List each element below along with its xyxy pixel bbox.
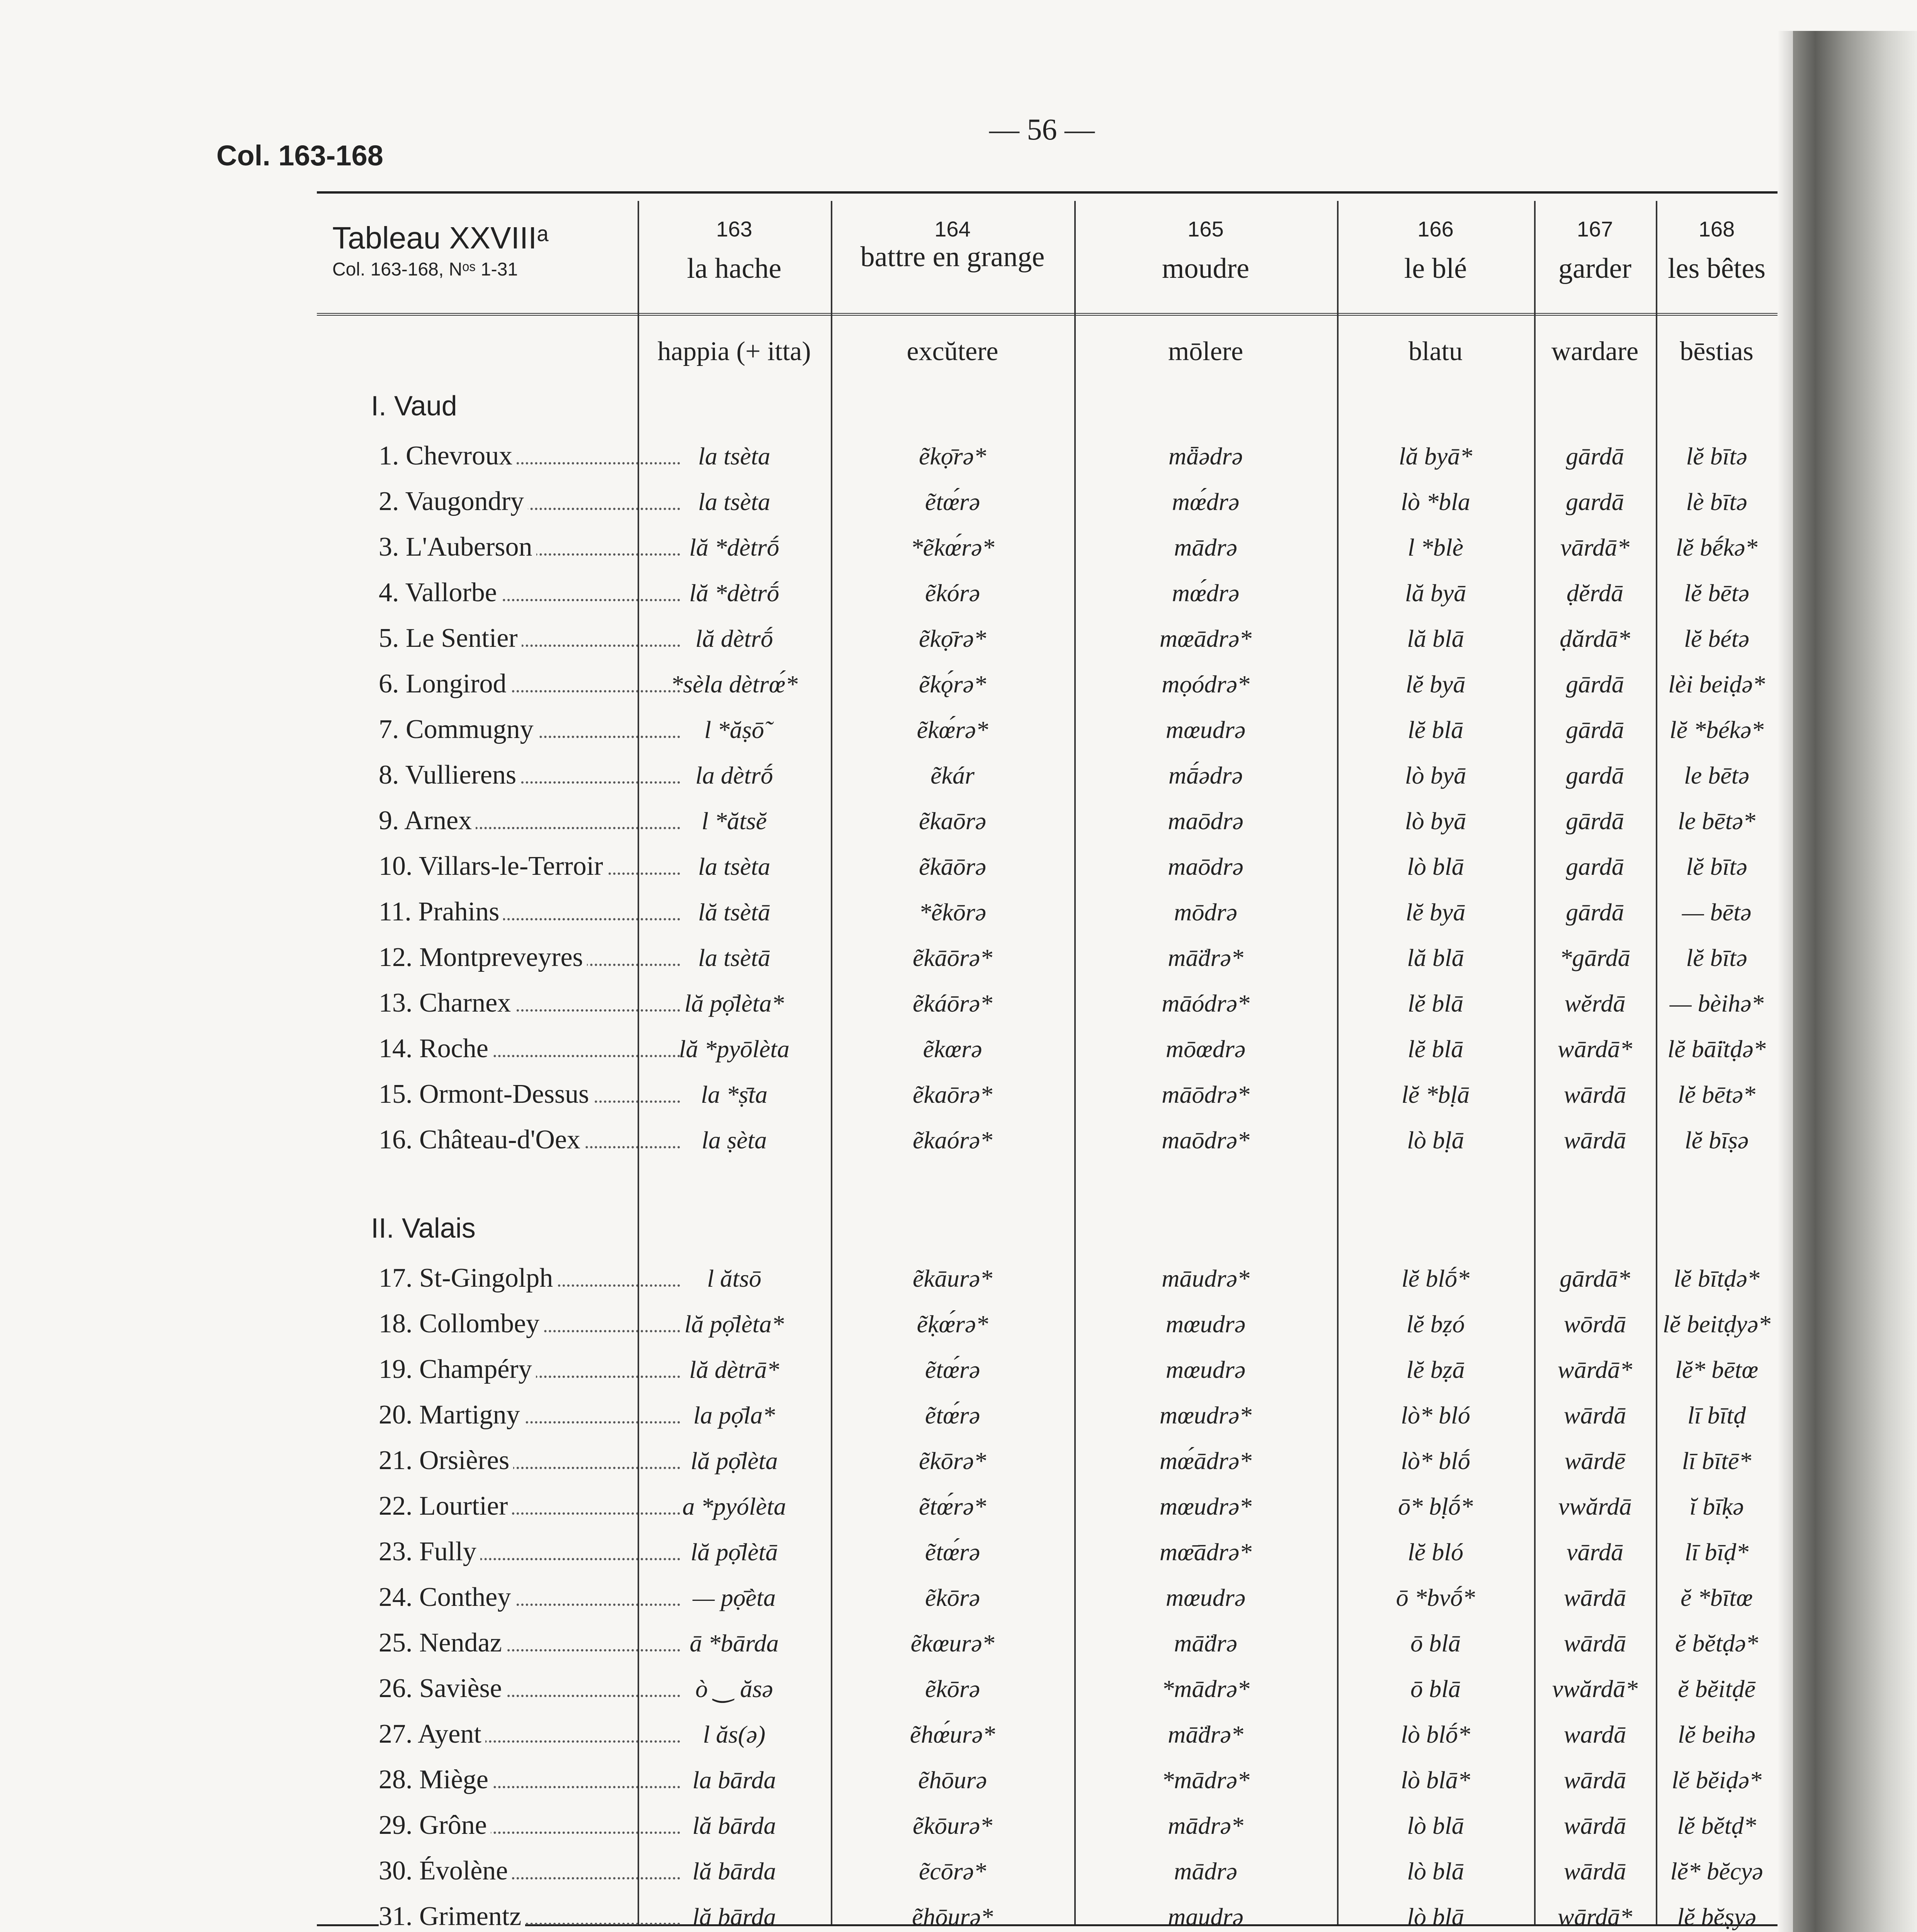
table-cell: lă dètrā*: [689, 1356, 779, 1383]
locality-name: 24. Conthey: [379, 1582, 515, 1612]
table-cell: la bārda: [692, 1766, 776, 1794]
table-cell: lĕ *bḷā: [1402, 1081, 1470, 1108]
locality-label: [379, 1445, 680, 1476]
locality-name: 7. Commugny: [379, 714, 538, 744]
table-cell: wōrdā: [1563, 1310, 1626, 1338]
locality-label: [379, 1263, 680, 1294]
table-cell: ẽkōurə*: [912, 1812, 993, 1839]
column-french-label: le blé: [1404, 253, 1467, 284]
table-cell: mā̈drə*: [1168, 944, 1243, 971]
locality-name: 13. Charnex: [379, 988, 515, 1018]
column-number: 168: [1698, 217, 1735, 241]
table-cell: l ătsō: [707, 1265, 762, 1292]
header-double-rule: [317, 313, 1778, 316]
table-cell: mœudrə*: [1159, 1401, 1252, 1429]
table-cell: lĕ* bētœ: [1675, 1356, 1759, 1383]
table-cell: vwărdā*: [1552, 1675, 1638, 1702]
table-cell: maōdrə*: [1162, 1126, 1250, 1154]
table-cell: ẽtœ́rə: [925, 1356, 980, 1383]
table-cell: lă tsètā: [698, 898, 771, 926]
table-cell: la tsèta: [698, 853, 771, 880]
table-cell: gārdā: [1566, 442, 1624, 470]
column-etymon: mōlere: [1168, 337, 1243, 366]
table-cell: ẽhœ́urə*: [910, 1721, 995, 1748]
table-cell: wĕrdā: [1564, 990, 1626, 1017]
table-cell: wārdā: [1563, 1857, 1626, 1885]
locality-label: [379, 896, 680, 927]
table-cell: lò byā: [1405, 762, 1466, 789]
table-cell: ẽkōrə*: [919, 1447, 987, 1475]
column-number: 164: [934, 217, 971, 241]
table-cell: vārdā*: [1560, 534, 1630, 561]
table-cell: ẽkáōrə*: [912, 990, 993, 1017]
table-cell: lĕ bĕiḍə*: [1672, 1766, 1762, 1794]
table-cell: ō *bvṓ*: [1396, 1584, 1475, 1611]
column-etymon: happia (+ itta): [657, 337, 811, 366]
table-cell: ĕ *bītœ: [1681, 1584, 1753, 1611]
table-cell: a *pyólèta: [682, 1493, 786, 1520]
table-cell: wārdā: [1563, 1126, 1626, 1154]
binding-shadow: [1778, 31, 1793, 1932]
table-cell: lĕ bītə: [1686, 442, 1747, 470]
locality-name: 5. Le Sentier: [379, 623, 522, 653]
locality-name: 27. Ayent: [379, 1719, 485, 1749]
table-title: Tableau XXVIIIᵃ: [332, 221, 548, 255]
table-cell: — bèihə*: [1669, 990, 1764, 1017]
locality-label: [379, 1491, 680, 1522]
table-cell: *gārdā: [1560, 944, 1630, 971]
table-cell: *ẽkōrə: [919, 898, 987, 926]
table-cell: le bētə*: [1678, 807, 1755, 835]
locality-name: 25. Nendaz: [379, 1628, 506, 1658]
table-cell: ẽkaórə*: [912, 1126, 993, 1154]
table-cell: lĕ bḗkə*: [1675, 534, 1758, 561]
locality-label: [379, 1901, 680, 1932]
table-cell: wārdā*: [1557, 1903, 1633, 1930]
locality-label: [379, 532, 680, 563]
table-cell: māōdrə*: [1162, 1081, 1250, 1108]
table-cell: lă blā: [1407, 944, 1464, 971]
locality-label: [379, 714, 680, 745]
table-cell: ẽkāōrə*: [912, 944, 993, 971]
table-cell: lĕ bītḍə*: [1674, 1265, 1760, 1292]
table-cell: *ẽkœ́rə*: [910, 534, 995, 561]
table-cell: wārdā*: [1557, 1035, 1633, 1063]
table-cell: mā̈drə*: [1168, 1721, 1243, 1748]
locality-name: 3. L'Auberson: [379, 532, 536, 562]
table-cell: wārdā: [1563, 1629, 1626, 1657]
table-cell: wārdā: [1563, 1812, 1626, 1839]
table-cell: lèi beiḍə*: [1668, 670, 1765, 698]
table-cell: lĕ beihə: [1678, 1721, 1755, 1748]
table-cell: lĕ bītə: [1686, 944, 1747, 971]
locality-name: 30. Évolène: [379, 1856, 512, 1886]
column-french-label: garder: [1558, 253, 1631, 284]
table-cell: gardā: [1566, 488, 1624, 515]
table-cell: lă byā: [1405, 579, 1466, 607]
table-cell: le bētə: [1684, 762, 1749, 789]
table-cell: lò byā: [1405, 807, 1466, 835]
locality-name: 16. Château-d'Oex: [379, 1125, 584, 1155]
table-cell: mœādrə*: [1159, 625, 1252, 652]
locality-label: [379, 486, 680, 517]
table-cell: mœ̄ādrə*: [1159, 1538, 1252, 1566]
locality-label: [379, 1308, 680, 1339]
table-cell: lă dètrṓ: [695, 625, 773, 652]
table-cell: wārdā*: [1557, 1356, 1633, 1383]
table-cell: lă *dètrṓ: [689, 579, 779, 607]
column-french-label: moudre: [1162, 253, 1250, 284]
table-cell: *sèla dètrœ́*: [670, 670, 798, 698]
table-cell: ẽkár: [930, 762, 975, 789]
table-cell: gārdā: [1566, 898, 1624, 926]
column-etymon: excŭtere: [907, 337, 998, 366]
table-cell: mœudrə: [1165, 1310, 1246, 1338]
column-range: Col. 163-168: [216, 139, 383, 172]
locality-name: 2. Vaugondry: [379, 486, 528, 516]
table-cell: ō blā: [1410, 1629, 1461, 1657]
locality-name: 6. Longirod: [379, 669, 510, 699]
table-cell: ẽkaōrə*: [912, 1081, 993, 1108]
table-cell: la tsèta: [698, 442, 771, 470]
column-divider: [831, 201, 832, 1924]
table-cell: ḍărdā*: [1560, 625, 1630, 652]
table-cell: lò *bla: [1401, 488, 1470, 515]
table-cell: mādrə: [1174, 1857, 1237, 1885]
table-cell: ẽhōurə*: [912, 1903, 993, 1930]
dialect-table: [317, 201, 1778, 1931]
column-french-label: battre en grange: [860, 241, 1045, 273]
locality-name: 28. Miège: [379, 1765, 492, 1794]
table-cell: — pọ̄èta: [692, 1584, 776, 1611]
table-cell: ẽkǫ́rə*: [919, 670, 987, 698]
table-cell: lè bītə: [1686, 488, 1747, 515]
table-cell: vwărdā: [1558, 1493, 1632, 1520]
column-number: 163: [716, 217, 752, 241]
table-cell: gārdā*: [1560, 1265, 1630, 1292]
table-cell: lò blā: [1407, 853, 1464, 880]
column-divider: [1074, 201, 1076, 1924]
locality-name: 29. Grône: [379, 1810, 491, 1840]
table-cell: māódrə*: [1162, 990, 1250, 1017]
locality-name: 21. Orsières: [379, 1446, 513, 1475]
table-cell: lĕ bẓā: [1406, 1356, 1465, 1383]
table-cell: lò blā: [1407, 1857, 1464, 1885]
table-cell: maōdrə: [1168, 853, 1243, 880]
table-cell: lī bīḍ*: [1684, 1538, 1749, 1566]
locality-label: [379, 942, 680, 973]
column-number: 167: [1577, 217, 1613, 241]
locality-label: [379, 1400, 680, 1430]
locality-name: 31. Grimentz: [379, 1901, 525, 1931]
table-cell: *mādrə*: [1162, 1675, 1250, 1702]
table-cell: ò ‿ ăsə: [695, 1675, 773, 1702]
table-cell: lĕ byā: [1405, 670, 1466, 698]
table-cell: gardā: [1566, 853, 1624, 880]
table-cell: lĕ beitḍyə*: [1663, 1310, 1771, 1338]
table-cell: wārdā: [1563, 1584, 1626, 1611]
table-cell: lă *dètrṓ: [689, 534, 779, 561]
table-cell: lò blā: [1407, 1812, 1464, 1839]
table-cell: ĕ bĕtḍə*: [1675, 1629, 1758, 1657]
table-cell: lĕ bétə: [1684, 625, 1749, 652]
table-cell: lò* blṓ: [1401, 1447, 1470, 1475]
table-cell: lă pọ̄lèta*: [684, 1310, 784, 1338]
table-cell: lĕ *békə*: [1669, 716, 1764, 743]
table-cell: ẽkœ́rə*: [917, 716, 988, 743]
table-cell: mœudrə: [1165, 716, 1246, 743]
table-cell: ẽkœrə: [923, 1035, 982, 1063]
table-cell: lĕ bā̈itḍə*: [1667, 1035, 1766, 1063]
table-cell: ẽhōurə: [918, 1766, 987, 1794]
table-cell: mōœdrə: [1165, 1035, 1246, 1063]
table-cell: ẽcōrə*: [919, 1857, 987, 1885]
locality-name: 17. St-Gingolph: [379, 1263, 557, 1293]
table-cell: lă blā: [1407, 625, 1464, 652]
column-etymon: blatu: [1408, 337, 1463, 366]
table-cell: ẽḳœ́rə*: [917, 1310, 988, 1338]
locality-label: [379, 1079, 680, 1110]
table-cell: mā̈drə: [1174, 1629, 1237, 1657]
locality-label: [379, 851, 680, 882]
locality-label: [379, 1582, 680, 1613]
table-cell: lă byā*: [1398, 442, 1473, 470]
table-cell: lò blā*: [1401, 1766, 1470, 1794]
table-subtitle: Col. 163-168, Nᵒˢ 1-31: [332, 259, 518, 280]
locality-name: 8. Vullierens: [379, 760, 520, 790]
table-cell: lĕ* bĕcyə: [1670, 1857, 1763, 1885]
table-cell: la tsètā: [698, 944, 771, 971]
locality-name: 23. Fully: [379, 1537, 480, 1566]
table-cell: mœ́ādrə*: [1159, 1447, 1252, 1475]
table-cell: wardā: [1563, 1721, 1626, 1748]
table-cell: l *ăṣō̃: [704, 716, 764, 743]
column-divider: [1337, 201, 1339, 1924]
table-cell: la tsèta: [698, 488, 771, 515]
table-cell: lĕ blṓ*: [1402, 1265, 1470, 1292]
table-cell: mœudrə: [1165, 1356, 1246, 1383]
column-french-label: la hache: [687, 253, 782, 284]
locality-name: 10. Villars-le-Terroir: [379, 851, 607, 881]
region-heading: I. Vaud: [371, 391, 457, 422]
locality-label: [379, 440, 680, 471]
table-cell: lĕ blā: [1408, 1035, 1463, 1063]
table-cell: l *blè: [1408, 534, 1463, 561]
table-cell: mǟədrə: [1169, 442, 1243, 470]
table-cell: lī bītḍ: [1687, 1401, 1746, 1429]
table-cell: māudrə*: [1162, 1265, 1250, 1292]
table-cell: ō blā: [1410, 1675, 1461, 1702]
table-cell: ẽkórə: [925, 579, 980, 607]
table-cell: lă bārda: [692, 1812, 776, 1839]
table-cell: ẽtœ́rə: [925, 1538, 980, 1566]
table-cell: la ṣèta: [701, 1126, 767, 1154]
locality-label: [379, 1124, 680, 1155]
locality-name: 9. Arnex: [379, 806, 476, 835]
table-cell: lĕ bĕtḍ*: [1677, 1812, 1756, 1839]
table-cell: wārdā: [1563, 1766, 1626, 1794]
locality-label: [379, 577, 680, 608]
table-cell: lă pọ̄lètā: [691, 1538, 778, 1566]
table-cell: mœ́drə: [1172, 488, 1240, 515]
table-cell: lĕ bētə*: [1678, 1081, 1755, 1108]
table-cell: ĕ bĕitḍē: [1678, 1675, 1755, 1702]
table-cell: mọódrə*: [1162, 670, 1250, 698]
locality-label: [379, 1855, 680, 1886]
table-cell: ẽkọ̄rə*: [919, 442, 987, 470]
table-cell: lò blṓ*: [1401, 1721, 1470, 1748]
table-cell: mādrə*: [1168, 1812, 1243, 1839]
table-cell: ẽkœurə*: [910, 1629, 995, 1657]
table-cell: ẽkọ̄rə*: [919, 625, 987, 652]
table-cell: ẽkāōrə: [919, 853, 987, 880]
table-cell: lĕ bló: [1408, 1538, 1463, 1566]
table-cell: wārdā: [1563, 1081, 1626, 1108]
table-cell: lĕ bītə: [1686, 853, 1747, 880]
table-cell: l ăs(ə): [703, 1721, 765, 1748]
table-cell: lĕ bĕṣyə: [1677, 1903, 1756, 1930]
table-cell: gārdā: [1566, 716, 1624, 743]
locality-label: [379, 1628, 680, 1658]
table-cell: maōdrə: [1168, 807, 1243, 835]
locality-label: [379, 805, 680, 836]
table-cell: lī bītē*: [1682, 1447, 1752, 1475]
table-cell: ẽkāurə*: [912, 1265, 993, 1292]
table-cell: la pọ̄la*: [693, 1401, 775, 1429]
locality-name: 26. Savièse: [379, 1673, 506, 1703]
column-divider: [638, 201, 639, 1924]
table-cell: lĕ blā: [1408, 990, 1463, 1017]
table-cell: lò blā: [1407, 1903, 1464, 1930]
table-cell: lĕ bētə: [1684, 579, 1749, 607]
table-cell: — bētə: [1682, 898, 1752, 926]
table-cell: lă pọ̄lèta*: [684, 990, 784, 1017]
column-etymon: bēstias: [1680, 337, 1754, 366]
locality-name: 1. Chevroux: [379, 441, 516, 471]
table-cell: lò bḷā: [1407, 1126, 1464, 1154]
locality-label: [379, 1536, 680, 1567]
table-cell: mœ́drə: [1172, 579, 1240, 607]
locality-name: 11. Prahins: [379, 897, 503, 927]
table-cell: la *ṣ̄ta: [701, 1081, 768, 1108]
table-cell: ō* bḷṓ*: [1398, 1493, 1473, 1520]
locality-label: [379, 1764, 680, 1795]
table-cell: lĕ byā: [1405, 898, 1466, 926]
locality-label: [379, 760, 680, 791]
locality-name: 15. Ormont-Dessus: [379, 1079, 593, 1109]
locality-name: 18. Collombey: [379, 1309, 543, 1338]
locality-label: [379, 1354, 680, 1385]
header-rule: [317, 191, 1778, 194]
locality-label: [379, 1719, 680, 1750]
table-cell: la dètrṓ: [695, 762, 773, 789]
locality-name: 22. Lourtier: [379, 1491, 512, 1521]
table-cell: lò* bló: [1401, 1401, 1470, 1429]
table-cell: mādrə: [1174, 534, 1237, 561]
column-divider: [1656, 201, 1657, 1924]
page-number: — 56 —: [989, 112, 1095, 146]
table-cell: wārdā: [1563, 1401, 1626, 1429]
region-heading: II. Valais: [371, 1213, 476, 1244]
table-cell: ẽtœ́rə*: [919, 1493, 987, 1520]
table-cell: mœudrə*: [1159, 1493, 1252, 1520]
column-number: 165: [1187, 217, 1224, 241]
table-cell: lĕ bīṣə: [1684, 1126, 1749, 1154]
locality-name: 12. Montpreveyres: [379, 942, 587, 972]
table-cell: lă *pyōlèta: [679, 1035, 790, 1063]
table-cell: ẽtœ́rə: [925, 488, 980, 515]
locality-name: 14. Roche: [379, 1034, 492, 1063]
page-edge: [1793, 31, 1917, 1932]
column-french-label: les bêtes: [1668, 253, 1766, 284]
table-cell: mœudrə: [1165, 1584, 1246, 1611]
locality-name: 20. Martigny: [379, 1400, 524, 1430]
locality-label: [379, 988, 680, 1019]
column-etymon: wardare: [1551, 337, 1639, 366]
table-cell: ā *bārda: [689, 1629, 779, 1657]
table-cell: mā́ədrə: [1169, 762, 1243, 789]
column-divider: [1534, 201, 1536, 1924]
table-cell: mōdrə: [1174, 898, 1237, 926]
locality-name: 19. Champéry: [379, 1354, 536, 1384]
table-cell: maudrə: [1168, 1903, 1243, 1930]
table-cell: gārdā: [1566, 807, 1624, 835]
locality-label: [379, 668, 680, 699]
table-cell: l *ătsĕ: [701, 807, 767, 835]
table-cell: ẽtœ́rə: [925, 1401, 980, 1429]
column-number: 166: [1417, 217, 1454, 241]
table-cell: lă pọ̄lèta: [691, 1447, 778, 1475]
table-cell: ḍĕrdā: [1567, 579, 1623, 607]
table-cell: ẽkōrə: [925, 1675, 980, 1702]
table-cell: gardā: [1566, 762, 1624, 789]
table-cell: wārdē: [1564, 1447, 1626, 1475]
table-cell: lă bārda: [692, 1857, 776, 1885]
table-cell: ẽkōrə: [925, 1584, 980, 1611]
table-cell: lă bārda: [692, 1903, 776, 1930]
table-cell: lĕ bẓó: [1406, 1310, 1465, 1338]
table-cell: gārdā: [1566, 670, 1624, 698]
table-cell: vārdā: [1567, 1538, 1623, 1566]
locality-name: 4. Vallorbe: [379, 578, 501, 607]
locality-label: [379, 623, 680, 654]
locality-label: [379, 1810, 680, 1841]
table-cell: ĭ bīḳə: [1689, 1493, 1744, 1520]
table-cell: ẽkaōrə: [919, 807, 987, 835]
table-cell: lĕ blā: [1408, 716, 1463, 743]
table-cell: *mādrə*: [1162, 1766, 1250, 1794]
locality-label: [379, 1033, 680, 1064]
locality-label: [379, 1673, 680, 1704]
